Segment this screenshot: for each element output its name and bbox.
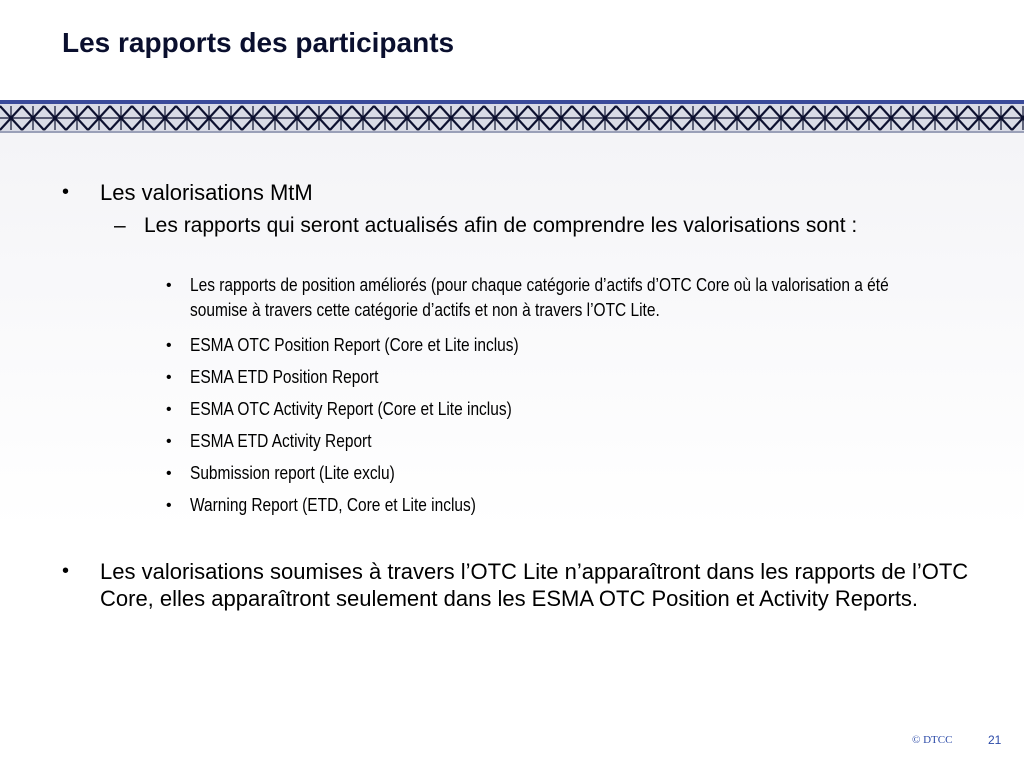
footer-copyright: © DTCC <box>912 734 953 746</box>
bullet-marker: • <box>166 465 172 482</box>
bullet-text: ESMA OTC Activity Report (Core et Lite inclus) <box>190 399 512 419</box>
bullet-text: Les rapports de position améliorés (pour chaque catégorie d’actifs d’OTC Core où la valorisation a été soumise à travers cette catégorie d’actifs et non à travers l’OTC Lite. <box>190 275 889 320</box>
bullet-marker: • <box>166 401 172 418</box>
bullet-marker: • <box>166 497 172 514</box>
bullet-level3-item <box>166 365 970 390</box>
bullet-level3-item <box>166 429 970 454</box>
bullet-level3-item <box>166 273 970 323</box>
bullet-level3-item <box>166 333 970 358</box>
bullet-text: Les rapports qui seront actualisés afin de comprendre les valorisations sont : <box>144 214 858 237</box>
bullet-text: Submission report (Lite exclu) <box>190 463 395 483</box>
bullet-marker: • <box>62 181 70 203</box>
bullet-level1-otc-lite <box>62 558 980 612</box>
bullet-level3-item <box>166 397 970 422</box>
bullet-text: Warning Report (ETD, Core et Lite inclus) <box>190 495 476 515</box>
bullet-text: Les valorisations soumises à travers l’OTC Lite n’apparaîtront dans les rapports de l’OTC Core, elles apparaîtront seulement dans les ESMA OTC Position et Activity Reports. <box>100 559 969 611</box>
bullet-text: Les valorisations MtM <box>100 180 313 205</box>
bullet-marker: • <box>166 337 172 354</box>
bullet-level2-reports <box>114 213 964 239</box>
bullet-level3-item <box>166 461 970 486</box>
bullet-text: ESMA ETD Activity Report <box>190 431 372 451</box>
slide-title: Les rapports des participants <box>62 27 455 58</box>
bullet-marker: • <box>166 277 172 294</box>
dash-marker: – <box>114 214 126 237</box>
bullet-level1-mtm <box>62 179 980 206</box>
bullet-text: ESMA ETD Position Report <box>190 367 379 387</box>
bullet-level3-item <box>166 493 970 518</box>
page-number: 21 <box>988 733 1002 747</box>
lattice-pattern <box>0 100 1024 133</box>
bullet-marker: • <box>166 369 172 386</box>
bullet-text: ESMA OTC Position Report (Core et Lite inclus) <box>190 335 519 355</box>
bullet-marker: • <box>62 560 70 582</box>
bullet-marker: • <box>166 433 172 450</box>
decorative-lattice-band <box>0 100 1024 133</box>
